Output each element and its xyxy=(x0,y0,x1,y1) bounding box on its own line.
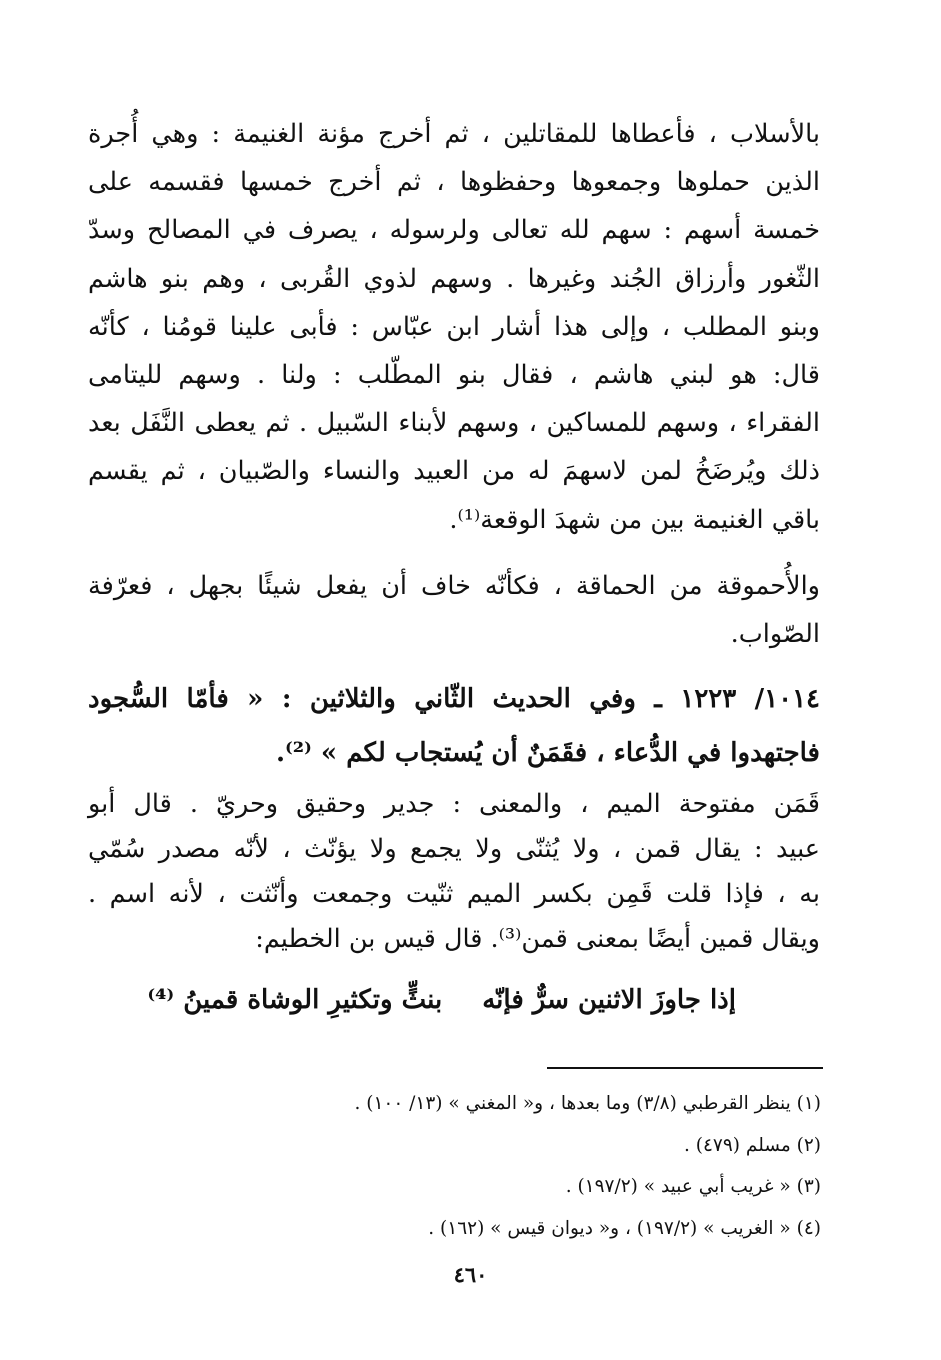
text-line: والأُحموقة من الحماقة ، فكأنّه خاف أن يفعل شيئًا بجهل ، فعرّفة xyxy=(88,571,820,601)
verse-first-hemistich: إذا جاوزَ الاثنين سرٌّ فإنّه xyxy=(482,985,736,1015)
text-line: الصّواب. xyxy=(730,619,820,650)
footnote: (٤) « الغريب » (١٩٧/٢) ، و« ديوان قيس » (١٦٢) . xyxy=(428,1217,821,1239)
hadith-heading xyxy=(88,672,820,780)
footnote: (١) ينظر القرطبي (٣/٨) وما بعدها ، و« المغني » (١٣/ ١٠٠) . xyxy=(354,1093,821,1114)
heading-line: فاجتهدوا في الدُّعاء ، فقَمَنٌ أن يُستجاب لكم » ⁽²⁾. xyxy=(275,738,820,768)
text-line: وبنو المطلب ، وإلى هذا أشار ابن عبّاس : فأبى علينا قومُنا ، كأنّه xyxy=(88,311,820,342)
text-line: باقي الغنيمة بين من شهدَ الوقعة⁽¹⁾. xyxy=(449,504,820,535)
page-number: ٤٦٠ xyxy=(453,1262,488,1287)
poetry-verse xyxy=(147,985,736,1015)
text-line: الذين حملوها وجمعوها وحفظوها ، ثم أخرج خمسها فقسمه على xyxy=(88,167,820,198)
body-paragraph-spoils xyxy=(88,110,820,544)
text-line: بالأسلاب ، فأعطاها للمقاتلين ، ثم أخرج مؤنة الغنيمة : وهي أُجرة xyxy=(88,119,820,149)
footnote: (٢) مسلم (٤٧٩) . xyxy=(684,1134,821,1156)
body-paragraph-uhmuqa xyxy=(88,562,820,658)
footnote-separator xyxy=(547,1067,823,1069)
text-line: الفقراء ، وسهم للمساكين ، وسهم لأبناء السّبيل . ثم يعطى النَّفَل بعد xyxy=(88,408,820,439)
heading-line: ١٠١٤/ ١٢٢٣ ـ وفي الحديث الثّاني والثلاثين : « فأمّا السُّجود xyxy=(88,684,820,714)
text-line: به ، فإذا قلت قَمِن بكسر الميم ثنّيت وجمعت وأنّثت ، لأنه اسم . xyxy=(88,879,820,909)
text-line: قَمَن مفتوحة الميم ، والمعنى : جدير وحقيق وحريّ . قال أبو xyxy=(88,789,820,819)
text-line: الثّغور وأرزاق الجُند وغيرها . وسهم لذوي القُربى ، وهم بنو هاشم xyxy=(88,263,820,294)
text-line: ذلك ويُرضَخُ لمن لاسهمَ له من العبيد والنساء والصّبيان ، ثم يقسم xyxy=(88,456,820,487)
verse-second-hemistich: بنثٍّ وتكثيرِ الوشاة قمينُ ⁽⁴⁾ xyxy=(147,985,443,1015)
text-line: ويقال قمين أيضًا بمعنى قمن⁽³⁾. قال قيس بن الخطيم: xyxy=(255,924,820,954)
text-line: خمسة أسهم : سهم لله تعالى ولرسوله ، يصرف في المصالح وسدّ xyxy=(88,215,820,246)
text-line: قال: هو لبني هاشم ، فقال بنو المطّلب : ولنا . وسهم لليتامى xyxy=(88,360,820,391)
text-line: عبيد : يقال قمن ، ولا يُثنّى ولا يجمع ولا يؤنّث ، لأنّه مصدر سُمّي xyxy=(88,834,820,864)
footnotes xyxy=(101,1083,821,1249)
body-paragraph-qamin xyxy=(88,782,820,962)
footnote: (٣) « غريب أبي عبيد » (١٩٧/٢) . xyxy=(565,1176,821,1197)
